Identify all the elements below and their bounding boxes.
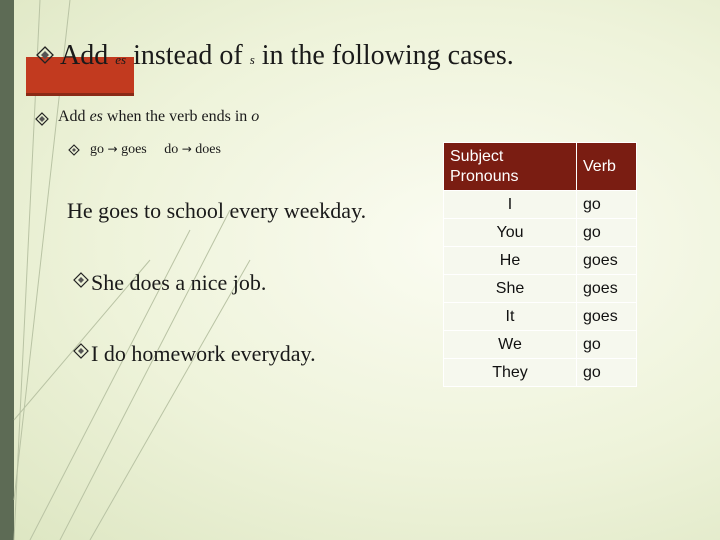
verb-cell: go (577, 331, 637, 359)
pronoun-cell: You (444, 219, 577, 247)
pronoun-verb-table (443, 142, 637, 387)
verb-cell: goes (577, 247, 637, 275)
diamond-bullet-icon (73, 272, 89, 288)
example-sentence-1: He goes to school every weekday. (67, 198, 367, 223)
pronoun-cell: I (444, 191, 577, 219)
example-sentence-2: She does a nice job. (91, 270, 267, 295)
pronoun-cell: We (444, 331, 577, 359)
example-sentence-3: I do homework everyday. (91, 341, 316, 366)
header-subject-pronouns: Subject Pronouns (444, 143, 577, 191)
table-row (444, 303, 637, 331)
table-row (444, 219, 637, 247)
table-row (444, 275, 637, 303)
rule-text: Add es when the verb ends in o (58, 108, 260, 125)
examples-line: go → goes do → does (90, 142, 221, 157)
verb-cell: goes (577, 303, 637, 331)
header-verb: Verb (577, 143, 637, 191)
title-accent-shadow (26, 93, 134, 96)
diamond-bullet-icon (68, 144, 80, 156)
verb-cell: go (577, 359, 637, 387)
pronoun-cell: It (444, 303, 577, 331)
table-header-row (444, 143, 637, 191)
pronoun-cell: They (444, 359, 577, 387)
diamond-bullet-icon (36, 46, 54, 64)
table-row (444, 247, 637, 275)
arrow-right-icon: → (107, 142, 118, 156)
verb-cell: goes (577, 275, 637, 303)
arrow-right-icon: → (181, 142, 192, 156)
diamond-bullet-icon (73, 343, 89, 359)
slide-title: Add es instead of s in the following cases. (60, 40, 514, 71)
pronoun-cell: She (444, 275, 577, 303)
table-row (444, 191, 637, 219)
verb-cell: go (577, 191, 637, 219)
table-row (444, 359, 637, 387)
table-row (444, 331, 637, 359)
diamond-bullet-icon (35, 112, 49, 126)
verb-cell: go (577, 219, 637, 247)
pronoun-cell: He (444, 247, 577, 275)
